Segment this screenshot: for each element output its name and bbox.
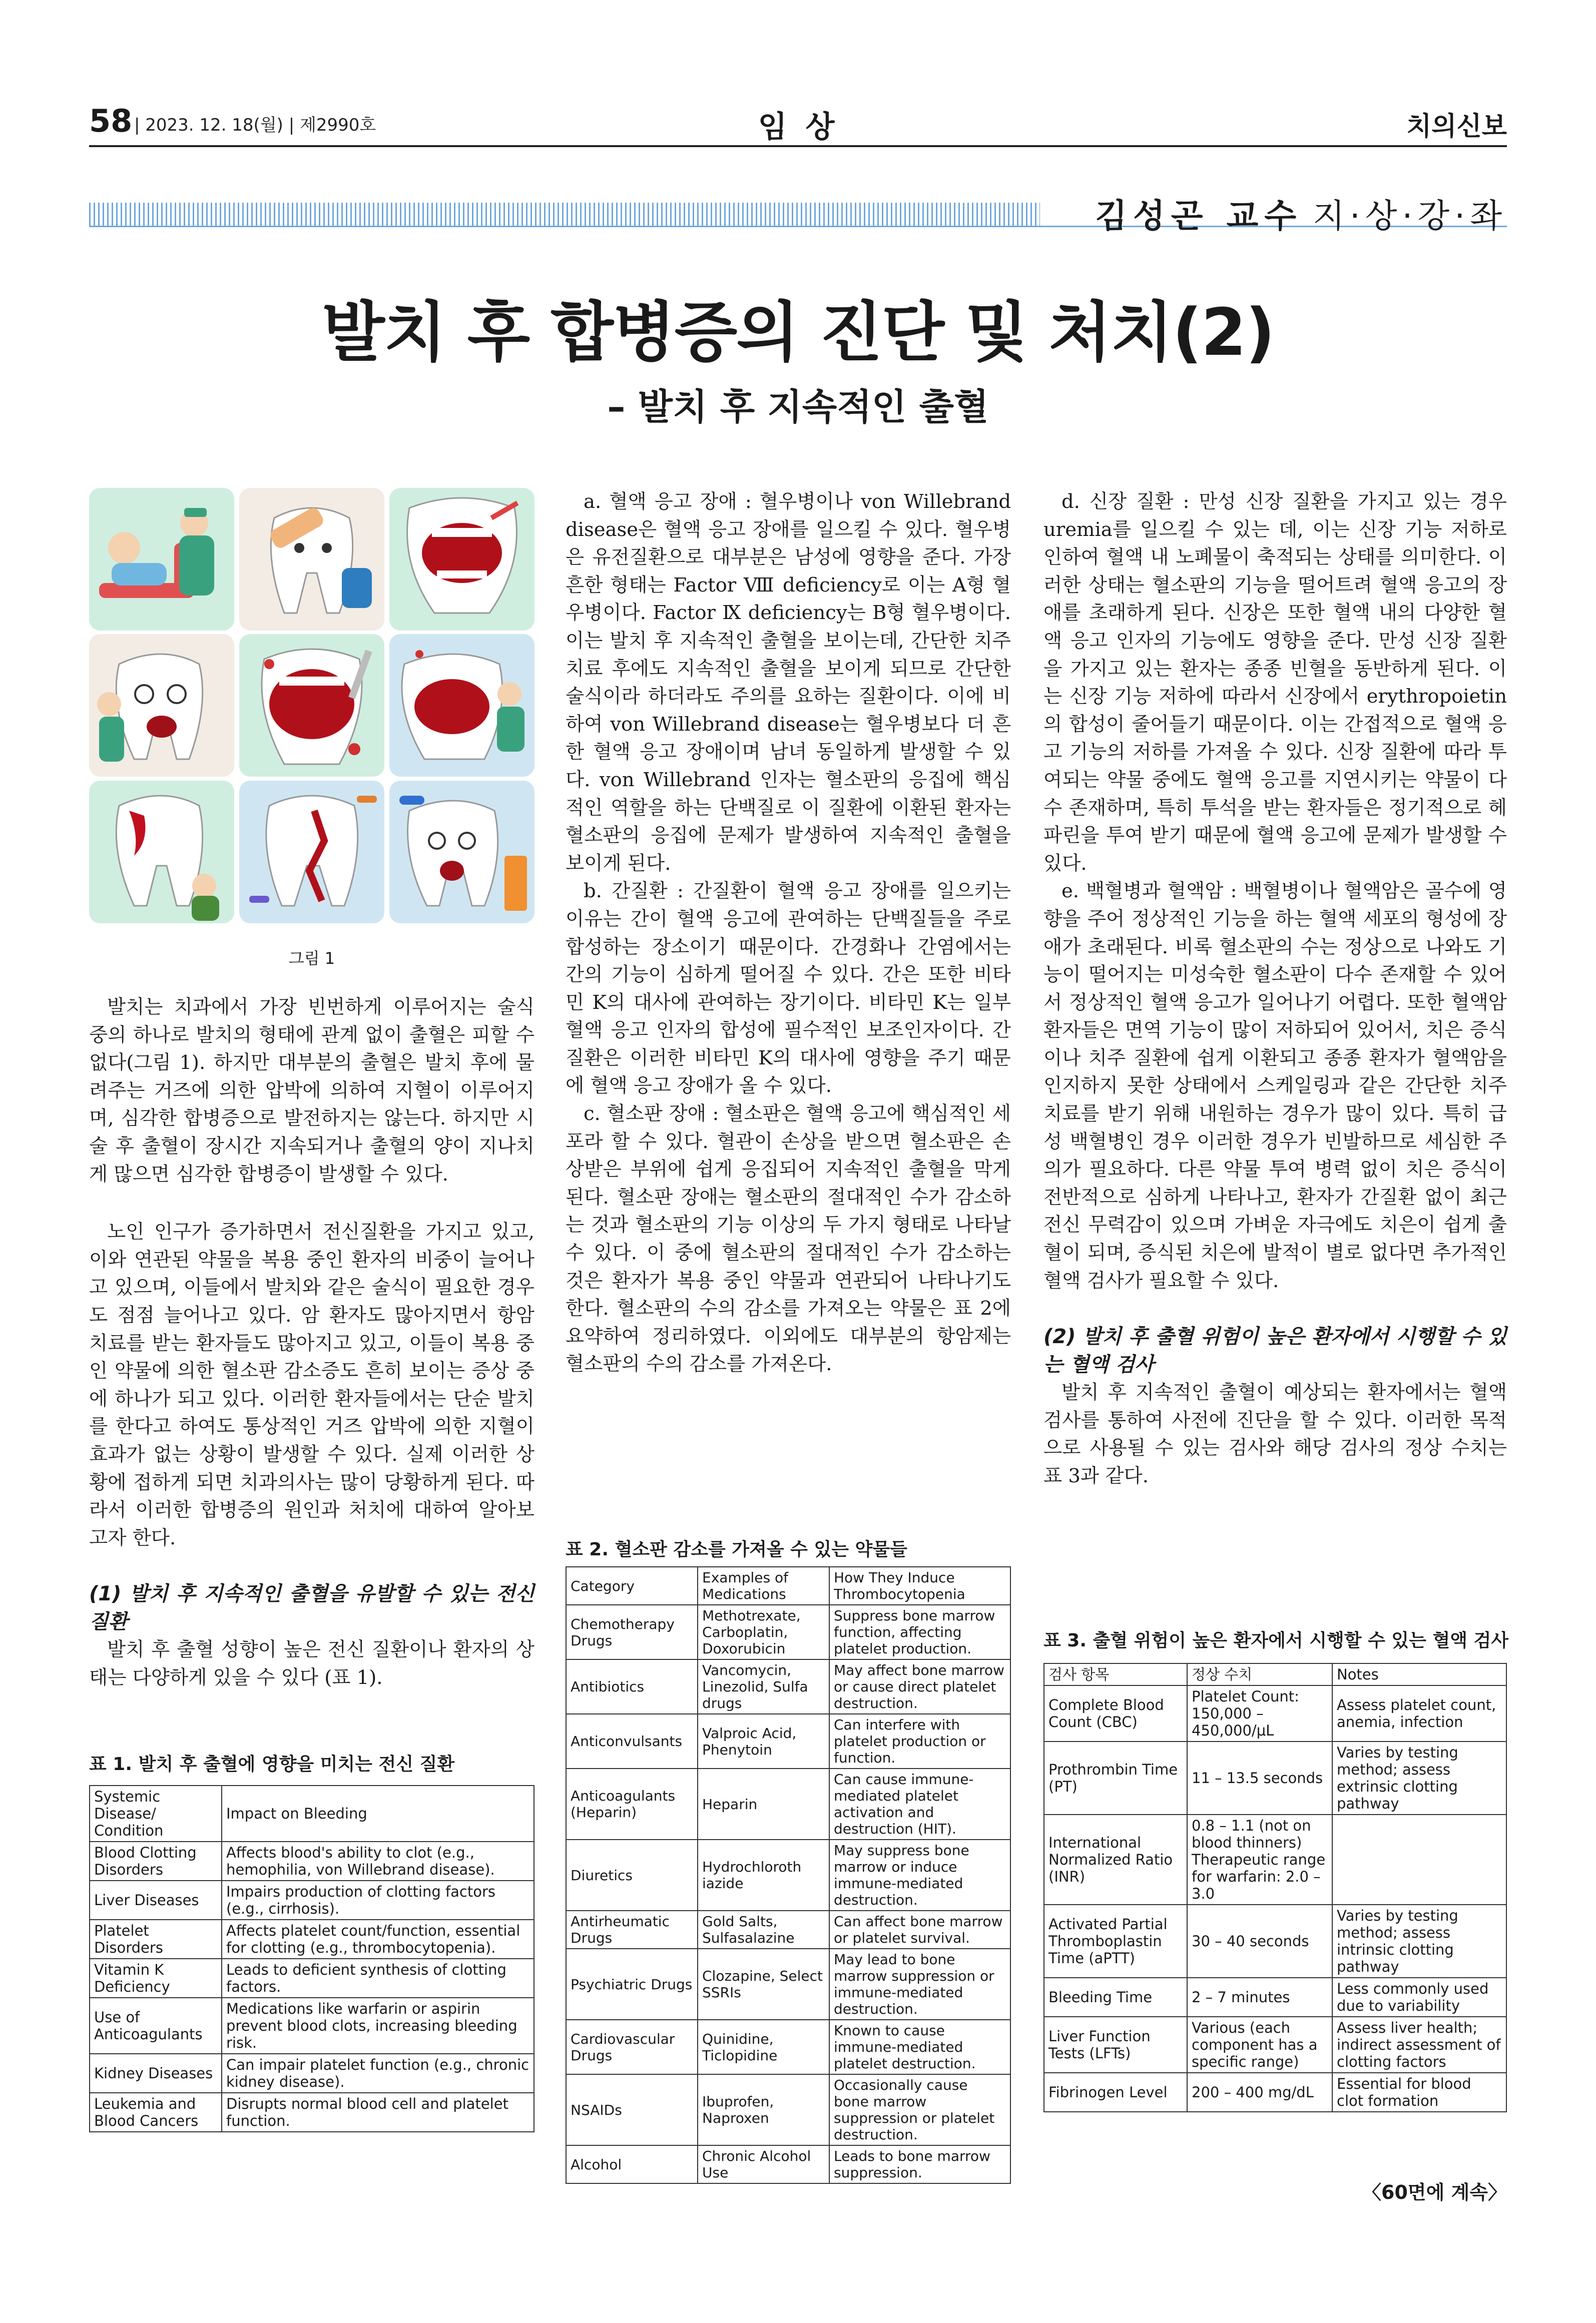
illus-cell-open-mouth xyxy=(389,488,535,631)
table-cell: 2 – 7 minutes xyxy=(1187,1978,1332,2017)
paragraph: 발치 후 지속적인 출혈이 예상되는 환자에서는 혈액 검사를 통하여 사전에 진단을 할 수 있다. 이러한 목적으로 사용될 수 있는 검사와 해당 검사의 정상 수치는 표 3과 같다. xyxy=(1043,1381,1507,1487)
table-cell: Disrupts normal blood cell and platelet function. xyxy=(222,2093,534,2132)
table-header-cell: 정상 수치 xyxy=(1187,1663,1332,1685)
table-row xyxy=(566,1911,1010,1949)
paragraph: c. 혈소판 장애 : 혈소판은 혈액 응고에 핵심적인 세포라 할 수 있다. 혈관이 손상을 받으면 혈소판은 손상받은 부위에 쉽게 응집되어 지속적인 출혈을 막게 된다. 혈소판 장애는 혈소판의 절대적인 수가 감소하는 것과 혈소판의 기능 이상의 두 가지 형태로 나타날 수 있다. 이 중에 혈소판의 절대적인 수가 감소하는 것은 환자가 복용 중인 약물과 연관되어 나타나기도 한다. 혈소판의 수의 감소를 가져오는 약물은 표 2에 요약하여 정리하였다. 이외에도 대부분의 항암제는 혈소판의 수의 감소를 가져온다. xyxy=(566,1102,1011,1376)
table-header-row xyxy=(1044,1663,1506,1685)
table-cell: May lead to bone marrow suppression or immune-mediated destruction. xyxy=(829,1949,1010,2020)
table-cell: Cardiovascular Drugs xyxy=(566,2020,698,2074)
table-cell: Complete Blood Count (CBC) xyxy=(1044,1685,1187,1741)
table-1 xyxy=(89,1785,535,2132)
table-cell: Leukemia and Blood Cancers xyxy=(90,2093,222,2132)
table-row xyxy=(1044,1905,1506,1978)
series-course: 지·상·강·좌 xyxy=(1313,197,1507,235)
table-cell: May suppress bone marrow or induce immune-mediated destruction. xyxy=(829,1840,1010,1911)
table-cell: Varies by testing method; assess intrinsic clotting pathway xyxy=(1332,1905,1506,1978)
table-cell: Leads to bone marrow suppression. xyxy=(829,2145,1010,2183)
section-subhead: (2) 발치 후 출혈 위험이 높은 환자에서 시행할 수 있는 혈액 검사 xyxy=(1043,1325,1507,1377)
table-cell: Affects blood's ability to clot (e.g., hemophilia, von Willebrand disease). xyxy=(222,1842,534,1881)
table-cell: Known to cause immune-mediated platelet destruction. xyxy=(829,2020,1010,2074)
table-header-cell: How They Induce Thrombocytopenia xyxy=(829,1567,1010,1605)
table-cell: Platelet Disorders xyxy=(90,1920,222,1959)
paragraph: d. 신장 질환 : 만성 신장 질환을 가지고 있는 경우 uremia를 일으킬 수 있는 데, 이는 신장 기능 저하로 인하여 혈액 내 노폐물이 축적되는 상태를 의미한다. 이러한 상태는 혈소판의 기능을 떨어트려 혈액 응고의 장애를 초래하게 된다. 신장은 또한 혈액 내의 다양한 혈액 응고 인자의 기능에도 영향을 준다. 만성 신장 질환을 가지고 있는 환자는 종종 빈혈을 동반하게 된다. 이는 신장 기능 저하에 따라서 신장에서 erythropoietin의 합성이 줄어들기 때문이다. 이는 간접적으로 혈액 응고 기능의 저하를 가져올 수 있다. 신장 질환에 따라 투여되는 약물 중에도 혈액 응고를 지연시키는 약물이 다수 존재하며, 특히 투석을 받는 환자들은 정기적으로 헤파린을 투여 받기 때문에 혈액 응고에 문제가 발생할 수 있다. xyxy=(1043,490,1507,875)
page-number: 58 xyxy=(89,103,133,139)
table-cell: Gold Salts, Sulfasalazine xyxy=(698,1911,829,1949)
table-cell: Hydrochloroth iazide xyxy=(698,1840,829,1911)
table-row xyxy=(566,1605,1010,1659)
table-3-title: 표 3. 출혈 위험이 높은 환자에서 시행할 수 있는 혈액 검사 xyxy=(1043,1630,1509,1651)
table-cell: Antibiotics xyxy=(566,1659,698,1714)
table-cell: Assess platelet count, anemia, infection xyxy=(1332,1685,1506,1741)
table-cell: Leads to deficient synthesis of clotting factors. xyxy=(222,1959,534,1998)
table-cell: Use of Anticoagulants xyxy=(90,1998,222,2054)
table-row xyxy=(1044,1741,1506,1815)
table-row xyxy=(90,1959,534,1998)
illus-cell-scared-tooth xyxy=(89,634,234,777)
illus-cell-dentist-treating xyxy=(389,634,535,777)
table-cell: Various (each component has a specific range) xyxy=(1187,2017,1332,2073)
table-row xyxy=(90,1842,534,1881)
table-row xyxy=(90,2093,534,2132)
table-header-cell: Category xyxy=(566,1567,698,1605)
illus-cell-tooth-bandage xyxy=(239,488,384,631)
paragraph: b. 간질환 : 간질환이 혈액 응고 장애를 일으키는 이유는 간이 혈액 응고에 관여하는 단백질들을 주로 합성하는 장소이기 때문이다. 간경화나 간염에서는 간의 기능이 심하게 떨어질 수 있다. 간은 또한 비타민 K의 대사에 관여하는 장기이다. 비타민 K는 일부 혈액 응고 인자의 합성에 필수적인 보조인자이다. 간질환은 이러한 비타민 K의 대사에 영향을 주기 때문에 혈액 응고 장애가 올 수 있다. xyxy=(566,880,1011,1097)
paragraph: 노인 인구가 증가하면서 전신질환을 가지고 있고, 이와 연관된 약물을 복용 중인 환자의 비중이 늘어나고 있으며, 이들에서 발치와 같은 술식이 필요한 경우도 점점 늘어나고 있다. 암 환자도 많아지면서 항암 치료를 받는 환자들도 많아지고 있고, 이들이 복용 중인 약물에 의한 혈소판 감소증도 흔히 보이는 증상 중에 하나가 되고 있다. 이러한 환자들에서는 단순 발치를 한다고 하여도 통상적인 거즈 압박에 의한 지혈이 효과가 없는 상황이 발생할 수 있다. 실제 이러한 상황에 접하게 되면 치과의사는 많이 당황하게 된다. 따라서 이러한 합병증의 원인과 처치에 대하여 알아보고자 한다. xyxy=(89,1221,535,1549)
illus-cell-tooth-pills xyxy=(389,781,535,923)
table-cell: Vancomycin, Linezolid, Sulfa drugs xyxy=(698,1659,829,1714)
header-rule xyxy=(89,145,1507,147)
table-cell: Valproic Acid, Phenytoin xyxy=(698,1714,829,1769)
issue-date: | 2023. 12. 18(월) | 제2990호 xyxy=(134,115,376,135)
illus-cell-tooth-blood xyxy=(89,781,234,923)
table-cell: Can impair platelet function (e.g., chronic kidney disease). xyxy=(222,2054,534,2093)
table-row xyxy=(1044,1978,1506,2017)
table-row xyxy=(566,1714,1010,1769)
table-row xyxy=(90,1998,534,2054)
table-cell: Can affect bone marrow or platelet survival. xyxy=(829,1911,1010,1949)
table-row xyxy=(1044,1685,1506,1741)
newspaper-name: 치의신보 xyxy=(1406,112,1507,142)
table-cell: Diuretics xyxy=(566,1840,698,1911)
table-cell: Blood Clotting Disorders xyxy=(90,1842,222,1881)
table-cell: Assess liver health; indirect assessment of clotting factors xyxy=(1332,2017,1506,2073)
table-cell: Anticoagulants (Heparin) xyxy=(566,1769,698,1840)
table-row xyxy=(566,1769,1010,1840)
table-2 xyxy=(566,1566,1011,2184)
table-cell: 200 – 400 mg/dL xyxy=(1187,2073,1332,2112)
table-3 xyxy=(1043,1663,1507,2112)
table-header-cell: Systemic Disease/ Condition xyxy=(90,1786,222,1842)
table-cell: 11 – 13.5 seconds xyxy=(1187,1741,1332,1815)
table-cell: Varies by testing method; assess extrinsic clotting pathway xyxy=(1332,1741,1506,1815)
table-row xyxy=(566,1840,1010,1911)
table-header-cell: Impact on Bleeding xyxy=(222,1786,534,1842)
table-cell: Essential for blood clot formation xyxy=(1332,2073,1506,2112)
table-cell: Liver Diseases xyxy=(90,1881,222,1920)
table-header-cell: Notes xyxy=(1332,1663,1506,1685)
illus-cell-cracked-tooth xyxy=(239,781,384,923)
article-column-3 xyxy=(1043,488,1507,1490)
illus-cell-dentist-chair xyxy=(89,488,234,631)
table-cell: Chemotherapy Drugs xyxy=(566,1605,698,1659)
table-cell: Can interfere with platelet production or function. xyxy=(829,1714,1010,1769)
table-cell: Occasionally cause bone marrow suppression or platelet destruction. xyxy=(829,2074,1010,2145)
table-cell: 30 – 40 seconds xyxy=(1187,1905,1332,1978)
table-cell: Less commonly used due to variability xyxy=(1332,1978,1506,2017)
series-title xyxy=(1095,189,1507,237)
table-cell xyxy=(1332,1815,1506,1905)
table-cell: Antirheumatic Drugs xyxy=(566,1911,698,1949)
table-1-title: 표 1. 발치 후 출혈에 영향을 미치는 전신 질환 xyxy=(89,1754,455,1775)
table-cell: Impairs production of clotting factors (e.g., cirrhosis). xyxy=(222,1881,534,1920)
table-cell: Liver Function Tests (LFTs) xyxy=(1044,2017,1187,2073)
continued-note: 〈60면에 계속〉 xyxy=(1362,2181,1507,2203)
table-row xyxy=(566,2020,1010,2074)
table-cell: International Normalized Ratio (INR) xyxy=(1044,1815,1187,1905)
table-cell: May affect bone marrow or cause direct platelet destruction. xyxy=(829,1659,1010,1714)
table-cell: NSAIDs xyxy=(566,2074,698,2145)
table-row xyxy=(1044,1815,1506,1905)
table-cell: Can cause immune-mediated platelet activation and destruction (HIT). xyxy=(829,1769,1010,1840)
table-cell: Medications like warfarin or aspirin prevent blood clots, increasing bleeding risk. xyxy=(222,1998,534,2054)
table-cell: Methotrexate, Carboplatin, Doxorubicin xyxy=(698,1605,829,1659)
article-column-2 xyxy=(566,488,1011,1378)
table-cell: Clozapine, Select SSRIs xyxy=(698,1949,829,2020)
table-row xyxy=(566,2145,1010,2183)
table-cell: Anticonvulsants xyxy=(566,1714,698,1769)
table-cell: Platelet Count: 150,000 – 450,000/μL xyxy=(1187,1685,1332,1741)
table-header-cell: Examples of Medications xyxy=(698,1567,829,1605)
table-row xyxy=(90,1920,534,1959)
table-row xyxy=(1044,2073,1506,2112)
table-row xyxy=(1044,2017,1506,2073)
table-cell: 0.8 – 1.1 (not on blood thinners) Therapeutic range for warfarin: 2.0 – 3.0 xyxy=(1187,1815,1332,1905)
table-row xyxy=(90,1881,534,1920)
table-cell: Alcohol xyxy=(566,2145,698,2183)
figure-1-illustration xyxy=(89,488,535,923)
paragraph: 발치 후 출혈 성향이 높은 전신 질환이나 환자의 상태는 다양하게 있을 수 있다 (표 1). xyxy=(89,1638,535,1689)
table-cell: Kidney Diseases xyxy=(90,2054,222,2093)
table-cell: Chronic Alcohol Use xyxy=(698,2145,829,2183)
table-row xyxy=(566,1949,1010,2020)
paragraph: a. 혈액 응고 장애 : 혈우병이나 von Willebrand disease은 혈액 응고 장애를 일으킬 수 있다. 혈우병은 유전질환으로 대부분은 남성에 영향을 준다. 가장 흔한 형태는 Factor Ⅷ deficiency로 이는 A형 혈우병이다. Factor Ⅸ deficiency는 B형 혈우병이다. 이는 발치 후 지속적인 출혈을 보이는데, 간단한 치주 치료 후에도 지속적인 출혈을 보이게 되므로 간단한 술식이라 하더라도 주의를 요하는 질환이다. 이에 비하여 von Willebrand disease는 혈우병보다 더 흔한 혈액 응고 장애이며 남녀 동일하게 발생할 수 있다. von Willebrand 인자는 혈소판의 응집에 핵심적인 역할을 하는 단백질로 이 질환에 이환된 환자는 혈소판의 응집에 문제가 발생하여 지속적인 출혈을 보이게 된다. xyxy=(566,490,1011,875)
table-cell: Psychiatric Drugs xyxy=(566,1949,698,2020)
series-author: 김성곤 교수 xyxy=(1095,197,1303,235)
table-cell: Ibuprofen, Naproxen xyxy=(698,2074,829,2145)
section-subhead: (1) 발치 후 지속적인 출혈을 유발할 수 있는 전신질환 xyxy=(89,1582,535,1634)
table-cell: Prothrombin Time (PT) xyxy=(1044,1741,1187,1815)
table-row xyxy=(566,2074,1010,2145)
table-row xyxy=(566,1659,1010,1714)
table-header-row xyxy=(90,1786,534,1842)
table-cell: Vitamin K Deficiency xyxy=(90,1959,222,1998)
illus-cell-bleeding-mouth xyxy=(239,634,384,777)
table-header-cell: 검사 항목 xyxy=(1044,1663,1187,1685)
article-subtitle: – 발치 후 지속적인 출혈 xyxy=(607,386,989,428)
figure-caption: 그림 1 xyxy=(288,949,335,968)
paragraph: e. 백혈병과 혈액암 : 백혈병이나 혈액암은 골수에 영향을 주어 정상적인 기능을 하는 혈액 세포의 형성에 장애가 초래된다. 비록 혈소판의 수는 정상으로 나와도 기능이 떨어지는 미성숙한 혈소판이 다수 존재할 수 있어서 정상적인 혈액 응고가 일어나기 어렵다. 또한 혈액암 환자들은 면역 기능이 많이 저하되어 있어서, 치은 증식이나 치주 질환에 쉽게 이환되고 종종 환자가 혈액암을 인지하지 못한 상태에서 스케일링과 같은 간단한 치주 치료를 받기 위해 내원하는 경우가 많이 있다. 특히 급성 백혈병인 경우 이러한 경우가 빈발하므로 세심한 주의가 필요하다. 다른 약물 투여 병력 없이 치은 증식이 전반적으로 심하게 나타나고, 환자가 간질환 없이 최근 전신 무력감이 있으며 가벼운 자극에도 치은이 쉽게 출혈이 되며, 증식된 치은에 발적이 별로 없다면 추가적인 혈액 검사가 필요할 수 있다. xyxy=(1043,880,1507,1292)
article-title: 발치 후 합병증의 진단 및 처치(2) xyxy=(322,294,1274,370)
table-cell: Quinidine, Ticlopidine xyxy=(698,2020,829,2074)
table-cell: Heparin xyxy=(698,1769,829,1840)
paragraph: 발치는 치과에서 가장 빈번하게 이루어지는 술식 중의 하나로 발치의 형태에 관계 없이 출혈은 피할 수 없다(그림 1). 하지만 대부분의 출혈은 발치 후에 물려주는 거즈에 의한 압박에 의하여 지혈이 이루어지며, 심각한 합병증으로 발전하지는 않는다. 하지만 시술 후 출혈이 장시간 지속되거나 출혈의 양이 지나치게 많으면 심각한 합병증이 발생할 수 있다. xyxy=(89,996,535,1186)
series-stripe-bar xyxy=(89,203,1040,227)
table-cell: Activated Partial Thromboplastin Time (aPTT) xyxy=(1044,1905,1187,1978)
table-cell: Fibrinogen Level xyxy=(1044,2073,1187,2112)
section-label: 임 상 xyxy=(758,110,839,145)
table-header-row xyxy=(566,1567,1010,1605)
article-column-1 xyxy=(89,993,535,1691)
table-cell: Suppress bone marrow function, affecting platelet production. xyxy=(829,1605,1010,1659)
table-cell: Affects platelet count/function, essential for clotting (e.g., thrombocytopenia). xyxy=(222,1920,534,1959)
table-cell: Bleeding Time xyxy=(1044,1978,1187,2017)
table-row xyxy=(90,2054,534,2093)
table-2-title: 표 2. 혈소판 감소를 가져올 수 있는 약물들 xyxy=(566,1539,907,1560)
